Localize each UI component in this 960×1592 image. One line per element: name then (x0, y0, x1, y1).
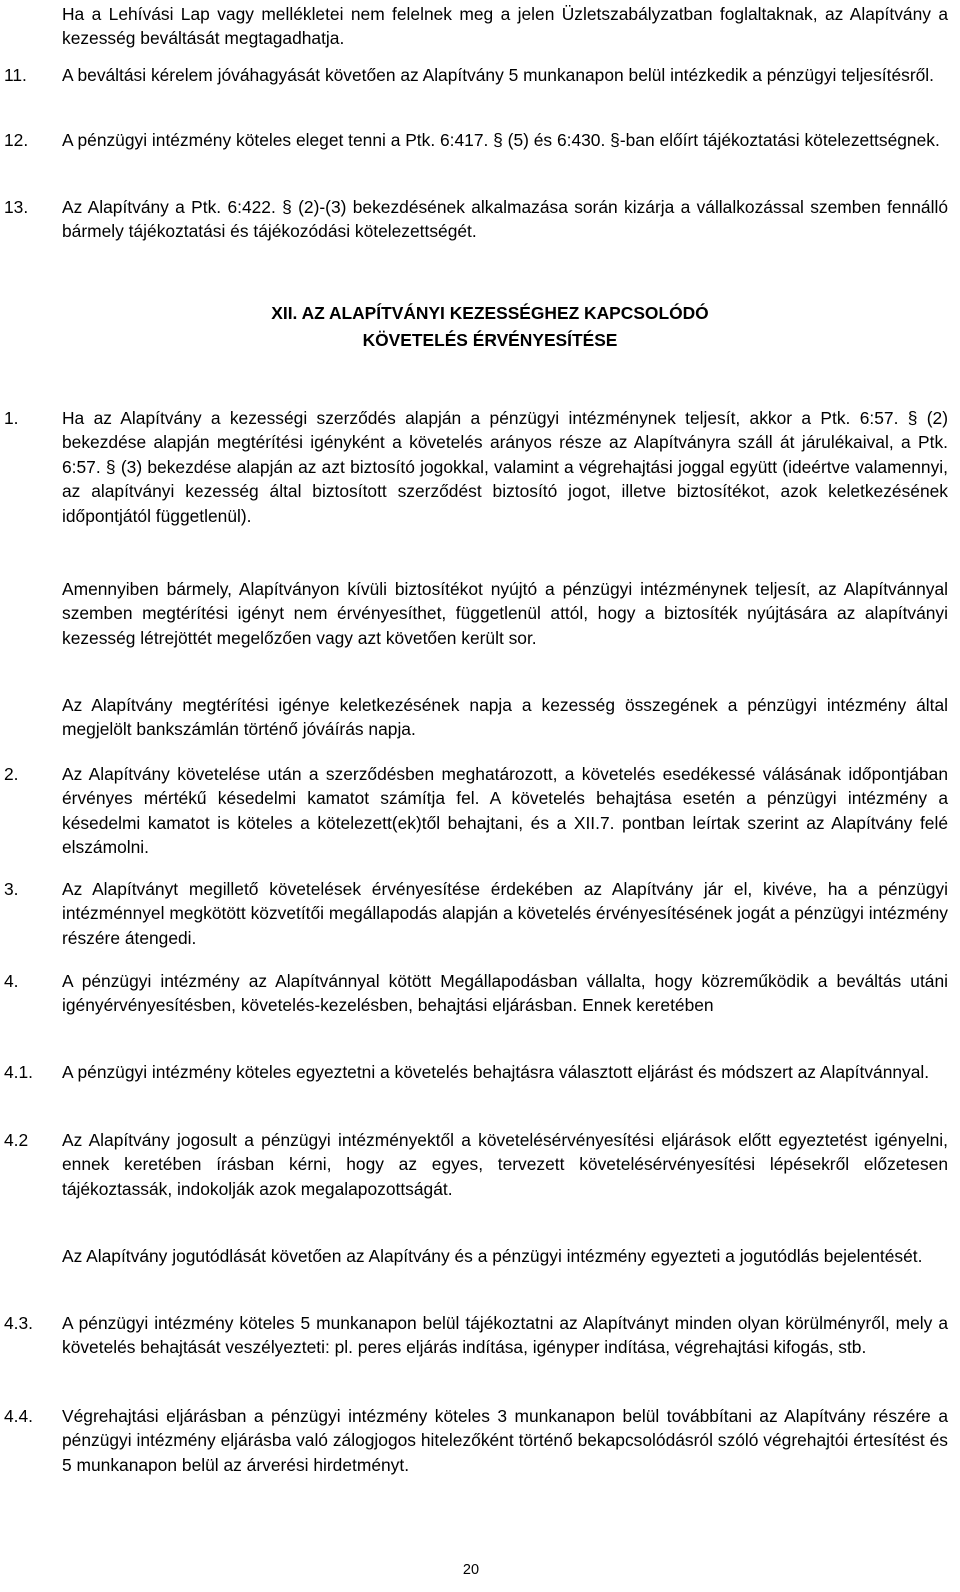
item-text: A pénzügyi intézmény köteles egyeztetni a követelés behajtásra választott eljárást és módszert az Alapítvánnyal. (62, 1062, 930, 1082)
item-text: A beváltási kérelem jóváhagyását követően az Alapítvány 5 munkanapon belül intézkedik a pénzügyi teljesítésről. (62, 65, 934, 85)
item-number: 13. (4, 197, 29, 217)
list-item (0, 195, 960, 244)
section-heading (0, 300, 940, 353)
list-item (0, 1311, 960, 1360)
item-paragraph: Az Alapítvány megtérítési igénye keletkezésének napja a kezesség összegének a pénzügyi intézmény által megjelölt bankszámlán történő jóváírás napja. (62, 695, 948, 740)
item-number: 1. (4, 408, 19, 428)
item-number: 4.4. (4, 1406, 34, 1426)
item-text: A pénzügyi intézmény az Alapítvánnyal kötött Megállapodásban vállalta, hogy közreműködik a beváltás utáni igényérvényesítésben, követelés-kezelésben, behajtási eljárásban. Ennek keretében (62, 971, 948, 1016)
intro-continuation-text: Ha a Lehívási Lap vagy mellékletei nem felelnek meg a jelen Üzletszabályzatban foglaltaknak, az Alapítvány a kezesség beváltását megtagadhatja. (62, 4, 948, 49)
item-paragraph-block (0, 1244, 960, 1268)
item-paragraph: Az Alapítvány jogosult a pénzügyi intézményektől a követelésérvényesítési eljárások előtt egyeztetést igényelni, ennek keretében írásban kérni, hogy az egyes, tervezett követelésérvényesítési lépésekről előzetesen tájékoztassák, indokolják azok megalapozottságát. (62, 1130, 948, 1199)
item-number: 4.2 (4, 1130, 29, 1150)
item-paragraph-block (0, 577, 960, 650)
item-number: 12. (4, 130, 29, 150)
page-number: 20 (462, 1562, 480, 1578)
list-item (0, 877, 960, 950)
item-paragraph: Amennyiben bármely, Alapítványon kívüli biztosítékot nyújtó a pénzügyi intézménynek teljesít, az Alapítvánnyal szemben megtérítési igényt nem érvényesíthet, függetlenül attól, hogy a biztosíték nyújtására az alapítványi kezesség létrejöttét megelőzően vagy azt követően került sor. (62, 579, 948, 648)
item-text: A pénzügyi intézmény köteles 5 munkanapon belül tájékoztatni az Alapítványt minden olyan körülményről, mely a követelés behajtását veszélyezteti: pl. peres eljárás indítása, igényper indítása, végrehajtási kifogás, stb. (62, 1313, 948, 1358)
list-item (0, 406, 960, 528)
list-item (0, 762, 960, 860)
item-number: 3. (4, 879, 19, 899)
item-number: 4. (4, 971, 19, 991)
list-item (0, 63, 960, 87)
intro-continuation (0, 2, 960, 51)
item-number: 4.1. (4, 1062, 34, 1082)
item-text: Az Alapítvány a Ptk. 6:422. § (2)-(3) bekezdésének alkalmazása során kizárja a vállalkozással szemben fennálló bármely tájékoztatási és tájékozódási kötelezettségét. (62, 197, 948, 242)
list-item (0, 969, 960, 1018)
item-number: 2. (4, 764, 19, 784)
section-heading-line2: KÖVETELÉS ÉRVÉNYESÍTÉSE (362, 329, 618, 350)
item-number: 4.3. (4, 1313, 34, 1333)
item-number: 11. (4, 65, 27, 85)
item-text: A pénzügyi intézmény köteles eleget tenni a Ptk. 6:417. § (5) és 6:430. §-ban előírt tájékoztatási kötelezettségnek. (62, 130, 940, 150)
item-paragraph: Az Alapítvány jogutódlását követően az Alapítvány és a pénzügyi intézmény egyezteti a jogutódlás bejelentését. (62, 1246, 923, 1266)
item-text: Végrehajtási eljárásban a pénzügyi intézmény köteles 3 munkanapon belül továbbítani az Alapítvány részére a pénzügyi intézmény eljárásba való zálogjogos hitelezőként történő bekapcsolódásról szóló végrehajtói értesítést és 5 munkanapon belül az árverési hirdetményt. (62, 1406, 948, 1475)
item-text: Az Alapítványt megillető követelések érvényesítése érdekében az Alapítvány jár el, kivéve, ha a pénzügyi intézménnyel megkötött közvetítői megállapodás alapján a követelés érvényesítésének jogát a pénzügyi intézmény részére átengedi. (62, 879, 948, 948)
section-heading-line1: XII. AZ ALAPÍTVÁNYI KEZESSÉGHEZ KAPCSOLÓDÓ (271, 303, 709, 323)
list-item (0, 1060, 960, 1084)
list-item (0, 1128, 960, 1201)
list-item (0, 1404, 960, 1477)
item-text: Az Alapítvány követelése után a szerződésben meghatározott, a követelés esedékessé válásának időpontjában érvényes mértékű késedelmi kamatot számítja fel. A követelés behajtása esetén a pénzügyi intézmény a késedelmi kamatot is köteles a kötelezett(ek)től behajtani, és a XII.7. pontban leírtak szerint az Alapítvány felé elszámolni. (62, 764, 948, 858)
item-paragraph-block (0, 693, 960, 742)
item-paragraph: Ha az Alapítvány a kezességi szerződés alapján a pénzügyi intézménynek teljesít, akkor a Ptk. 6:57. § (2) bekezdése alapján megtérítési igényként a követelés arányos része az Alapítványra száll át járulékaival, a Ptk. 6:57. § (3) bekezdése alapján az azt biztosító jogokkal, valamint a végrehajtási joggal együtt (ideértve valamennyi, az alapítványi kezesség által biztosított szerződést biztosító jogot, illetve biztosítékot, azok keletkezésének időpontjától függetlenül). (62, 408, 948, 526)
list-item (0, 128, 960, 152)
